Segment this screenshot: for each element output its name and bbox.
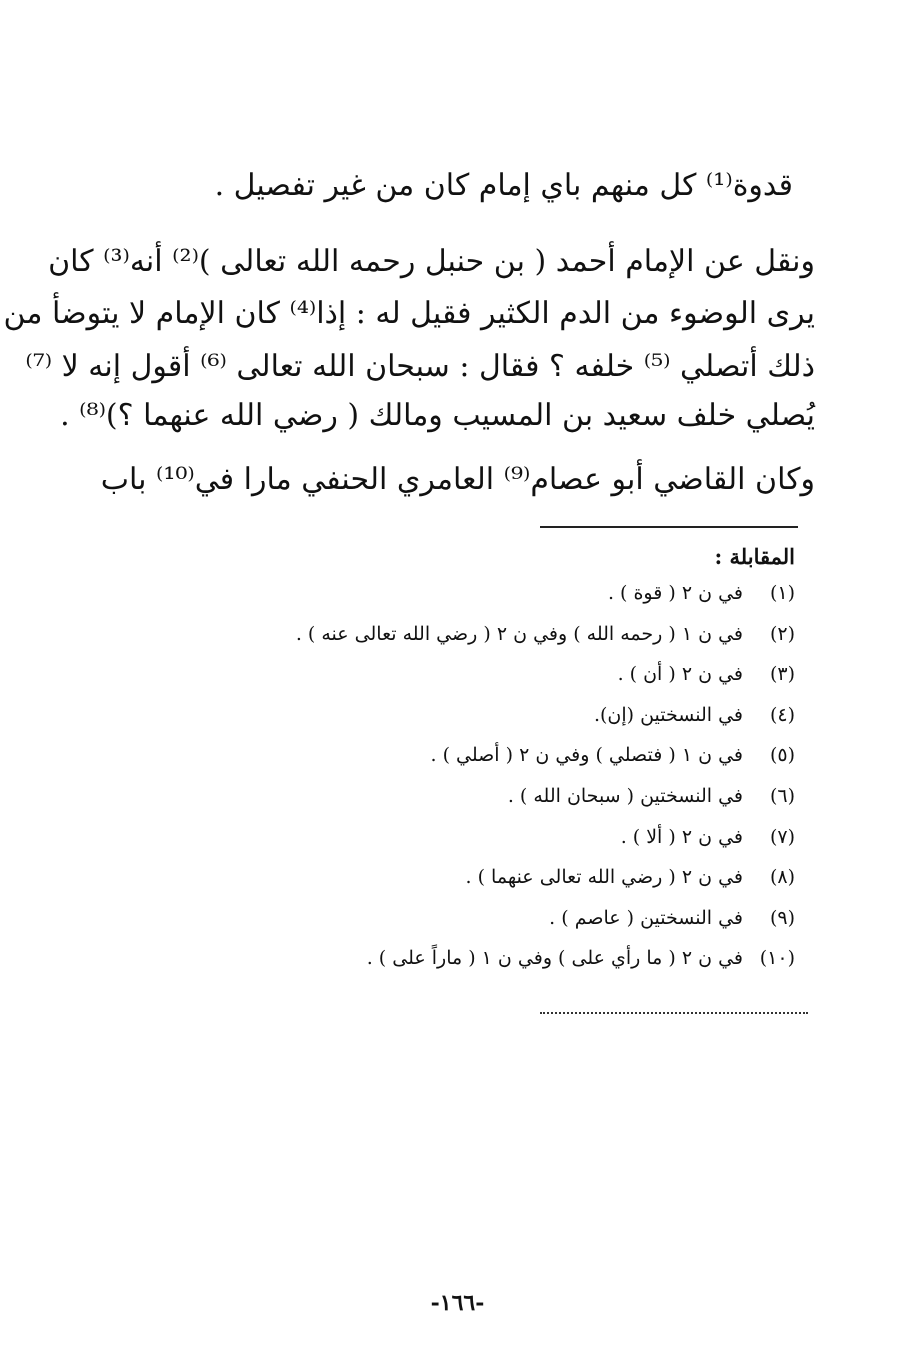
- footnote-number: (٦): [769, 784, 795, 807]
- footnote-number: (٢): [769, 622, 795, 645]
- page-number: -١٦٦-: [430, 1290, 485, 1316]
- body-line-5: يُصلي خلف سعيد بن المسيب ومالك ( رضي الله عنهما ؟)⁽⁸⁾ .: [60, 398, 815, 433]
- footnote-number: (١٠): [759, 947, 795, 970]
- footnote-item: [296, 862, 795, 903]
- footnotes-heading: المقابلة :: [714, 544, 795, 569]
- body-line-6: وكان القاضي أبو عصام⁽⁹⁾ العامري الحنفي مارا في⁽¹⁰⁾ باب: [100, 462, 815, 497]
- footnote-number: (٣): [769, 663, 795, 686]
- body-line-1: قدوة⁽¹⁾ كل منهم باي إمام كان من غير تفصيل .: [214, 168, 793, 203]
- footnote-item: [296, 903, 795, 944]
- footnote-item: [296, 659, 795, 700]
- footnote-text: في ن ٢ ( رضي الله تعالى عنهما ) .: [465, 866, 743, 889]
- body-line-4: ذلك أتصلي ⁽⁵⁾ خلفه ؟ فقال : سبحان الله تعالى ⁽⁶⁾ أقول إنه لا ⁽⁷⁾: [25, 349, 815, 384]
- footnote-item: [296, 619, 795, 660]
- footnote-number: (٩): [769, 906, 795, 929]
- footnote-text: في ن ٢ ( أن ) .: [617, 663, 743, 686]
- footnote-text: في ن ٢ ( ما رأي على ) وفي ن ١ ( ماراً على ) .: [366, 947, 743, 970]
- footnote-item: [296, 700, 795, 741]
- footnote-text: في النسختين ( عاصم ) .: [549, 906, 743, 929]
- footnote-text: في ن ١ ( رحمه الله ) وفي ن ٢ ( رضي الله تعالى عنه ) .: [295, 622, 743, 645]
- footnote-text: في ن ٢ ( قوة ) .: [607, 582, 743, 604]
- footnote-item: [296, 943, 795, 984]
- footnote-text: في النسختين ( سبحان الله ) .: [507, 784, 743, 807]
- footnote-text: في ن ٢ ( ألا ) .: [620, 825, 743, 848]
- footnote-number: (١): [769, 582, 795, 604]
- footnote-item: [296, 781, 795, 822]
- body-line-3: يرى الوضوء من الدم الكثير فقيل له : إذا⁽⁴⁾ كان الإمام لا يتوضأ من: [3, 296, 815, 331]
- dotted-separator: [540, 1012, 808, 1014]
- body-line-2: ونقل عن الإمام أحمد ( بن حنبل رحمه الله تعالى )⁽²⁾ أنه⁽³⁾ كان: [48, 244, 815, 279]
- footnote-number: (٥): [769, 744, 795, 767]
- footnote-number: (٨): [769, 866, 795, 889]
- footnote-text: في النسختين (إن).: [593, 703, 743, 726]
- footnote-item: [296, 740, 795, 781]
- footnote-number: (٧): [769, 825, 795, 848]
- footnote-item: [296, 578, 795, 619]
- footnote-number: (٤): [769, 703, 795, 726]
- footnote-text: في ن ١ ( فتصلي ) وفي ن ٢ ( أصلي ) .: [430, 744, 743, 767]
- footnote-item: [296, 822, 795, 863]
- footnotes-list: [296, 578, 795, 984]
- footnote-separator: [540, 526, 798, 528]
